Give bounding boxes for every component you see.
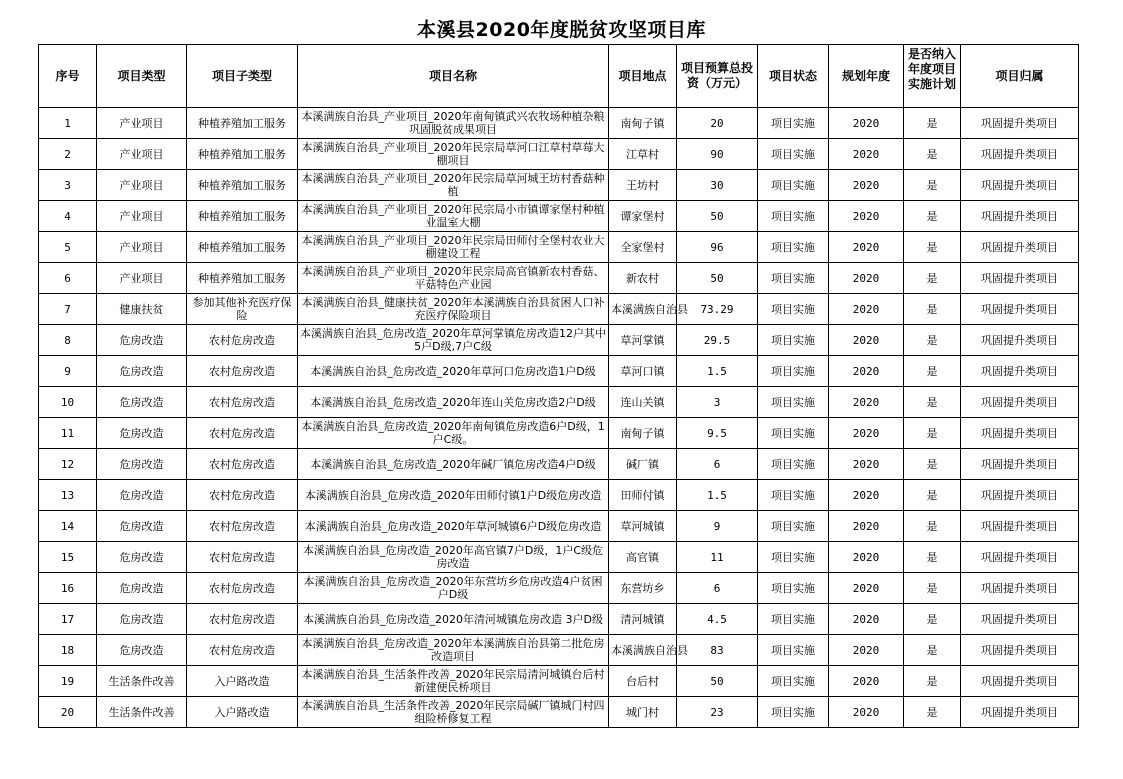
cell-subtype: 农村危房改造 bbox=[187, 387, 298, 418]
cell-subtype: 种植养殖加工服务 bbox=[187, 201, 298, 232]
cell-status: 项目实施 bbox=[758, 418, 829, 449]
cell-budget: 6 bbox=[677, 573, 758, 604]
cell-budget: 30 bbox=[677, 170, 758, 201]
header-year: 规划年度 bbox=[829, 45, 904, 108]
cell-status: 项目实施 bbox=[758, 449, 829, 480]
cell-name: 本溪满族自治县_危房改造_2020年田师付镇1户D级危房改造 bbox=[298, 480, 609, 511]
cell-included: 是 bbox=[904, 480, 961, 511]
cell-type: 危房改造 bbox=[97, 604, 187, 635]
cell-location: 草河掌镇 bbox=[609, 325, 677, 356]
cell-subtype: 种植养殖加工服务 bbox=[187, 232, 298, 263]
cell-belong: 巩固提升类项目 bbox=[961, 542, 1079, 573]
cell-status: 项目实施 bbox=[758, 232, 829, 263]
cell-budget: 50 bbox=[677, 201, 758, 232]
cell-status: 项目实施 bbox=[758, 666, 829, 697]
cell-type: 危房改造 bbox=[97, 325, 187, 356]
cell-budget: 50 bbox=[677, 666, 758, 697]
table-row bbox=[39, 201, 1079, 232]
cell-type: 产业项目 bbox=[97, 232, 187, 263]
cell-belong: 巩固提升类项目 bbox=[961, 666, 1079, 697]
cell-seq: 17 bbox=[39, 604, 97, 635]
cell-year: 2020 bbox=[829, 139, 904, 170]
cell-year: 2020 bbox=[829, 697, 904, 728]
cell-subtype: 种植养殖加工服务 bbox=[187, 263, 298, 294]
cell-status: 项目实施 bbox=[758, 387, 829, 418]
cell-included: 是 bbox=[904, 604, 961, 635]
cell-name: 本溪满族自治县_危房改造_2020年草河城镇6户D级危房改造 bbox=[298, 511, 609, 542]
cell-status: 项目实施 bbox=[758, 139, 829, 170]
cell-subtype: 农村危房改造 bbox=[187, 511, 298, 542]
cell-status: 项目实施 bbox=[758, 697, 829, 728]
cell-location: 谭家堡村 bbox=[609, 201, 677, 232]
cell-name: 本溪满族自治县_产业项目_2020年南甸镇武兴农牧场种植杂粮巩固脱贫成果项目 bbox=[298, 108, 609, 139]
table-row bbox=[39, 387, 1079, 418]
header-subtype: 项目子类型 bbox=[187, 45, 298, 108]
cell-type: 产业项目 bbox=[97, 108, 187, 139]
cell-status: 项目实施 bbox=[758, 108, 829, 139]
cell-subtype: 种植养殖加工服务 bbox=[187, 108, 298, 139]
document-title: 本溪县2020年度脱贫攻坚项目库 bbox=[417, 19, 706, 41]
cell-status: 项目实施 bbox=[758, 170, 829, 201]
cell-budget: 3 bbox=[677, 387, 758, 418]
cell-type: 危房改造 bbox=[97, 635, 187, 666]
cell-status: 项目实施 bbox=[758, 542, 829, 573]
cell-type: 危房改造 bbox=[97, 542, 187, 573]
table-row bbox=[39, 449, 1079, 480]
cell-belong: 巩固提升类项目 bbox=[961, 573, 1079, 604]
cell-name: 本溪满族自治县_危房改造_2020年清河城镇危房改造 3户D级 bbox=[298, 604, 609, 635]
header-belong: 项目归属 bbox=[961, 45, 1079, 108]
cell-seq: 16 bbox=[39, 573, 97, 604]
cell-year: 2020 bbox=[829, 108, 904, 139]
cell-type: 产业项目 bbox=[97, 201, 187, 232]
cell-location: 碱厂镇 bbox=[609, 449, 677, 480]
cell-included: 是 bbox=[904, 666, 961, 697]
table-row bbox=[39, 666, 1079, 697]
cell-belong: 巩固提升类项目 bbox=[961, 139, 1079, 170]
cell-status: 项目实施 bbox=[758, 356, 829, 387]
cell-type: 生活条件改善 bbox=[97, 666, 187, 697]
cell-included: 是 bbox=[904, 387, 961, 418]
cell-status: 项目实施 bbox=[758, 480, 829, 511]
cell-included: 是 bbox=[904, 232, 961, 263]
cell-status: 项目实施 bbox=[758, 325, 829, 356]
cell-year: 2020 bbox=[829, 325, 904, 356]
cell-type: 生活条件改善 bbox=[97, 697, 187, 728]
cell-budget: 23 bbox=[677, 697, 758, 728]
cell-seq: 2 bbox=[39, 139, 97, 170]
cell-budget: 1.5 bbox=[677, 356, 758, 387]
cell-subtype: 参加其他补充医疗保险 bbox=[187, 294, 298, 325]
cell-year: 2020 bbox=[829, 604, 904, 635]
cell-subtype: 农村危房改造 bbox=[187, 604, 298, 635]
cell-seq: 7 bbox=[39, 294, 97, 325]
cell-year: 2020 bbox=[829, 511, 904, 542]
cell-included: 是 bbox=[904, 449, 961, 480]
cell-budget: 6 bbox=[677, 449, 758, 480]
cell-subtype: 农村危房改造 bbox=[187, 449, 298, 480]
cell-seq: 4 bbox=[39, 201, 97, 232]
cell-budget: 9 bbox=[677, 511, 758, 542]
cell-budget: 83 bbox=[677, 635, 758, 666]
cell-belong: 巩固提升类项目 bbox=[961, 480, 1079, 511]
cell-belong: 巩固提升类项目 bbox=[961, 201, 1079, 232]
cell-year: 2020 bbox=[829, 449, 904, 480]
cell-type: 危房改造 bbox=[97, 511, 187, 542]
table-row bbox=[39, 356, 1079, 387]
table-row bbox=[39, 325, 1079, 356]
cell-belong: 巩固提升类项目 bbox=[961, 387, 1079, 418]
cell-type: 健康扶贫 bbox=[97, 294, 187, 325]
cell-belong: 巩固提升类项目 bbox=[961, 418, 1079, 449]
cell-subtype: 农村危房改造 bbox=[187, 325, 298, 356]
cell-location: 本溪满族自治县 bbox=[609, 635, 677, 666]
cell-budget: 11 bbox=[677, 542, 758, 573]
table-row bbox=[39, 232, 1079, 263]
table-row bbox=[39, 604, 1079, 635]
cell-seq: 9 bbox=[39, 356, 97, 387]
cell-seq: 14 bbox=[39, 511, 97, 542]
table-row bbox=[39, 418, 1079, 449]
cell-included: 是 bbox=[904, 418, 961, 449]
table-row bbox=[39, 170, 1079, 201]
cell-year: 2020 bbox=[829, 201, 904, 232]
cell-type: 危房改造 bbox=[97, 480, 187, 511]
cell-subtype: 农村危房改造 bbox=[187, 356, 298, 387]
cell-included: 是 bbox=[904, 325, 961, 356]
cell-budget: 9.5 bbox=[677, 418, 758, 449]
cell-status: 项目实施 bbox=[758, 604, 829, 635]
cell-status: 项目实施 bbox=[758, 294, 829, 325]
cell-location: 草河口镇 bbox=[609, 356, 677, 387]
cell-included: 是 bbox=[904, 511, 961, 542]
cell-subtype: 农村危房改造 bbox=[187, 542, 298, 573]
cell-name: 本溪满族自治县_生活条件改善_2020年民宗局清河城镇台后村新建便民桥项目 bbox=[298, 666, 609, 697]
header-status: 项目状态 bbox=[758, 45, 829, 108]
cell-type: 产业项目 bbox=[97, 139, 187, 170]
cell-name: 本溪满族自治县_危房改造_2020年连山关危房改造2户D级 bbox=[298, 387, 609, 418]
header-name: 项目名称 bbox=[298, 45, 609, 108]
cell-included: 是 bbox=[904, 294, 961, 325]
table-row bbox=[39, 294, 1079, 325]
cell-belong: 巩固提升类项目 bbox=[961, 170, 1079, 201]
cell-location: 王坊村 bbox=[609, 170, 677, 201]
cell-subtype: 入户路改造 bbox=[187, 666, 298, 697]
cell-year: 2020 bbox=[829, 170, 904, 201]
cell-belong: 巩固提升类项目 bbox=[961, 449, 1079, 480]
cell-status: 项目实施 bbox=[758, 635, 829, 666]
cell-included: 是 bbox=[904, 573, 961, 604]
cell-name: 本溪满族自治县_危房改造_2020年南甸镇危房改造6户D级，1户C级。 bbox=[298, 418, 609, 449]
cell-type: 危房改造 bbox=[97, 418, 187, 449]
header-location: 项目地点 bbox=[609, 45, 677, 108]
header-type: 项目类型 bbox=[97, 45, 187, 108]
cell-location: 新农村 bbox=[609, 263, 677, 294]
cell-belong: 巩固提升类项目 bbox=[961, 108, 1079, 139]
cell-budget: 90 bbox=[677, 139, 758, 170]
cell-name: 本溪满族自治县_产业项目_2020年民宗局小市镇谭家堡村种植业温室大棚 bbox=[298, 201, 609, 232]
cell-type: 产业项目 bbox=[97, 263, 187, 294]
cell-type: 危房改造 bbox=[97, 387, 187, 418]
cell-location: 全家堡村 bbox=[609, 232, 677, 263]
cell-location: 本溪满族自治县 bbox=[609, 294, 677, 325]
cell-seq: 12 bbox=[39, 449, 97, 480]
cell-year: 2020 bbox=[829, 573, 904, 604]
cell-seq: 15 bbox=[39, 542, 97, 573]
cell-type: 危房改造 bbox=[97, 356, 187, 387]
cell-belong: 巩固提升类项目 bbox=[961, 697, 1079, 728]
cell-seq: 10 bbox=[39, 387, 97, 418]
cell-location: 城门村 bbox=[609, 697, 677, 728]
table-row bbox=[39, 108, 1079, 139]
cell-status: 项目实施 bbox=[758, 511, 829, 542]
cell-budget: 96 bbox=[677, 232, 758, 263]
cell-included: 是 bbox=[904, 170, 961, 201]
cell-location: 南甸子镇 bbox=[609, 108, 677, 139]
cell-year: 2020 bbox=[829, 418, 904, 449]
cell-name: 本溪满族自治县_生活条件改善_2020年民宗局碱厂镇城门村四组险桥修复工程 bbox=[298, 697, 609, 728]
cell-location: 草河城镇 bbox=[609, 511, 677, 542]
cell-seq: 5 bbox=[39, 232, 97, 263]
cell-included: 是 bbox=[904, 356, 961, 387]
cell-seq: 19 bbox=[39, 666, 97, 697]
cell-subtype: 农村危房改造 bbox=[187, 635, 298, 666]
cell-type: 危房改造 bbox=[97, 449, 187, 480]
cell-status: 项目实施 bbox=[758, 201, 829, 232]
cell-name: 本溪满族自治县_危房改造_2020年本溪满族自治县第二批危房改造项目 bbox=[298, 635, 609, 666]
table-row bbox=[39, 480, 1079, 511]
cell-location: 东营坊乡 bbox=[609, 573, 677, 604]
cell-name: 本溪满族自治县_产业项目_2020年民宗局草河口江草村草莓大棚项目 bbox=[298, 139, 609, 170]
cell-location: 台后村 bbox=[609, 666, 677, 697]
cell-type: 危房改造 bbox=[97, 573, 187, 604]
cell-year: 2020 bbox=[829, 635, 904, 666]
cell-included: 是 bbox=[904, 635, 961, 666]
cell-location: 高官镇 bbox=[609, 542, 677, 573]
cell-subtype: 农村危房改造 bbox=[187, 573, 298, 604]
cell-seq: 18 bbox=[39, 635, 97, 666]
cell-included: 是 bbox=[904, 201, 961, 232]
cell-seq: 8 bbox=[39, 325, 97, 356]
cell-name: 本溪满族自治县_危房改造_2020年草河口危房改造1户D级 bbox=[298, 356, 609, 387]
cell-year: 2020 bbox=[829, 542, 904, 573]
cell-seq: 6 bbox=[39, 263, 97, 294]
cell-belong: 巩固提升类项目 bbox=[961, 511, 1079, 542]
cell-seq: 11 bbox=[39, 418, 97, 449]
cell-status: 项目实施 bbox=[758, 263, 829, 294]
cell-budget: 73.29 bbox=[677, 294, 758, 325]
cell-belong: 巩固提升类项目 bbox=[961, 232, 1079, 263]
cell-included: 是 bbox=[904, 697, 961, 728]
cell-type: 产业项目 bbox=[97, 170, 187, 201]
cell-subtype: 农村危房改造 bbox=[187, 480, 298, 511]
cell-included: 是 bbox=[904, 108, 961, 139]
cell-year: 2020 bbox=[829, 263, 904, 294]
table-body bbox=[39, 108, 1079, 728]
header-budget: 项目预算总投资（万元） bbox=[677, 45, 758, 108]
cell-year: 2020 bbox=[829, 480, 904, 511]
header-row bbox=[39, 45, 1079, 108]
cell-name: 本溪满族自治县_产业项目_2020年民宗局草河城王坊村香菇种植 bbox=[298, 170, 609, 201]
cell-belong: 巩固提升类项目 bbox=[961, 263, 1079, 294]
cell-name: 本溪满族自治县_危房改造_2020年高官镇7户D级，1户C级危房改造 bbox=[298, 542, 609, 573]
cell-belong: 巩固提升类项目 bbox=[961, 635, 1079, 666]
table-row bbox=[39, 573, 1079, 604]
cell-seq: 1 bbox=[39, 108, 97, 139]
cell-seq: 20 bbox=[39, 697, 97, 728]
cell-budget: 29.5 bbox=[677, 325, 758, 356]
cell-subtype: 种植养殖加工服务 bbox=[187, 170, 298, 201]
cell-year: 2020 bbox=[829, 294, 904, 325]
project-table bbox=[38, 44, 1079, 728]
table-row bbox=[39, 263, 1079, 294]
table-row bbox=[39, 139, 1079, 170]
cell-year: 2020 bbox=[829, 232, 904, 263]
cell-name: 本溪满族自治县_产业项目_2020年民宗局高官镇新农村香菇、平菇特色产业园 bbox=[298, 263, 609, 294]
cell-year: 2020 bbox=[829, 387, 904, 418]
cell-location: 连山关镇 bbox=[609, 387, 677, 418]
cell-seq: 13 bbox=[39, 480, 97, 511]
cell-name: 本溪满族自治县_危房改造_2020年碱厂镇危房改造4户D级 bbox=[298, 449, 609, 480]
cell-location: 田师付镇 bbox=[609, 480, 677, 511]
cell-budget: 1.5 bbox=[677, 480, 758, 511]
cell-location: 清河城镇 bbox=[609, 604, 677, 635]
cell-included: 是 bbox=[904, 263, 961, 294]
cell-belong: 巩固提升类项目 bbox=[961, 604, 1079, 635]
cell-seq: 3 bbox=[39, 170, 97, 201]
cell-budget: 50 bbox=[677, 263, 758, 294]
cell-subtype: 种植养殖加工服务 bbox=[187, 139, 298, 170]
cell-name: 本溪满族自治县_健康扶贫_2020年本溪满族自治县贫困人口补充医疗保险项目 bbox=[298, 294, 609, 325]
table-row bbox=[39, 697, 1079, 728]
cell-year: 2020 bbox=[829, 666, 904, 697]
cell-location: 江草村 bbox=[609, 139, 677, 170]
cell-year: 2020 bbox=[829, 356, 904, 387]
cell-budget: 20 bbox=[677, 108, 758, 139]
cell-status: 项目实施 bbox=[758, 573, 829, 604]
cell-belong: 巩固提升类项目 bbox=[961, 325, 1079, 356]
cell-name: 本溪满族自治县_产业项目_2020年民宗局田师付全堡村农业大棚建设工程 bbox=[298, 232, 609, 263]
header-included bbox=[904, 45, 961, 108]
header-included-label: 是否纳入年度项目实施计划 bbox=[907, 46, 956, 91]
cell-belong: 巩固提升类项目 bbox=[961, 294, 1079, 325]
table-row bbox=[39, 511, 1079, 542]
cell-name: 本溪满族自治县_危房改造_2020年草河掌镇危房改造12户其中5户D级,7户C级 bbox=[298, 325, 609, 356]
cell-name: 本溪满族自治县_危房改造_2020年东营坊乡危房改造4户贫困户D级 bbox=[298, 573, 609, 604]
table-row bbox=[39, 542, 1079, 573]
cell-included: 是 bbox=[904, 139, 961, 170]
cell-included: 是 bbox=[904, 542, 961, 573]
table-row bbox=[39, 635, 1079, 666]
cell-subtype: 入户路改造 bbox=[187, 697, 298, 728]
header-seq: 序号 bbox=[39, 45, 97, 108]
cell-location: 南甸子镇 bbox=[609, 418, 677, 449]
cell-subtype: 农村危房改造 bbox=[187, 418, 298, 449]
cell-belong: 巩固提升类项目 bbox=[961, 356, 1079, 387]
cell-budget: 4.5 bbox=[677, 604, 758, 635]
